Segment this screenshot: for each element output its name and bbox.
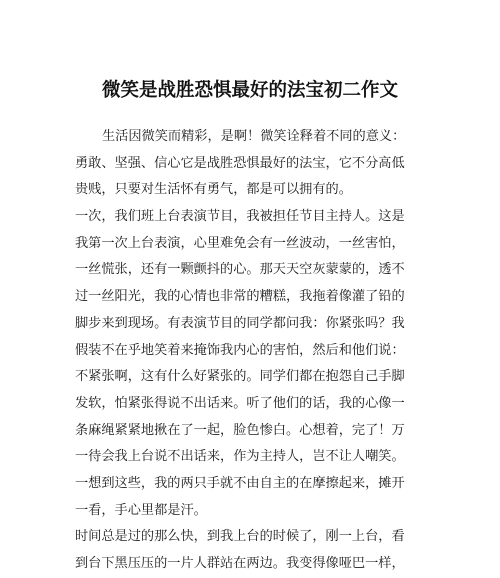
article-title: 微笑是战胜恐惧最好的法宝初二作文 (101, 80, 398, 101)
text-line: 贵贱，只要对生活怀有勇气，都是可以拥有的。 (75, 182, 352, 198)
text-line: 过一丝阳光，我的心情也非常的糟糕，我拖着像灌了铅的 (75, 289, 405, 305)
text-line: 一想到这些，我的两只手就不由自主的在摩擦起来，摊开 (75, 475, 405, 491)
text-line: 时间总是过的那么快，到我上台的时候了，刚一上台，看 (75, 529, 405, 545)
text-line: 发软，怕紧张得说不出话来。听了他们的话，我的心像一 (75, 395, 405, 411)
article-body (75, 124, 435, 578)
text-line: 一看，手心里都是汗。 (75, 502, 207, 518)
text-line: 生活因微笑而精彩，是啊！微笑诠释着不同的意义： (102, 129, 406, 144)
text-line: 我第一次上台表演，心里难免会有一丝波动，一丝害怕， (75, 235, 405, 251)
text-line: 勇敢、坚强、信心它是战胜恐惧最好的法宝，它不分高低 (75, 155, 405, 171)
text-line: 一待会我上台说不出话来，作为主持人，岂不让人嘲笑。 (75, 449, 405, 465)
text-line: 一次，我们班上台表演节目，我被担任节目主持人。这是 (75, 209, 405, 225)
text-line: 条麻绳紧紧地揪在了一起，脸色惨白。心想着，完了！万 (75, 422, 405, 438)
text-line: 不紧张啊，这有什么好紧张的。同学们都在抱怨自己手脚 (75, 369, 405, 385)
text-line: 脚步来到现场。有表演节目的同学都问我：你紧张吗？我 (75, 315, 405, 331)
text-line: 一丝慌张，还有一颗颤抖的心。那天天空灰蒙蒙的，透不 (75, 262, 405, 278)
text-line: 到台下黑压压的一片人群站在两边。我变得像哑巴一样， (75, 556, 405, 571)
text-line: 假装不在乎地笑着来掩饰我内心的害怕，然后和他们说： (75, 342, 405, 358)
